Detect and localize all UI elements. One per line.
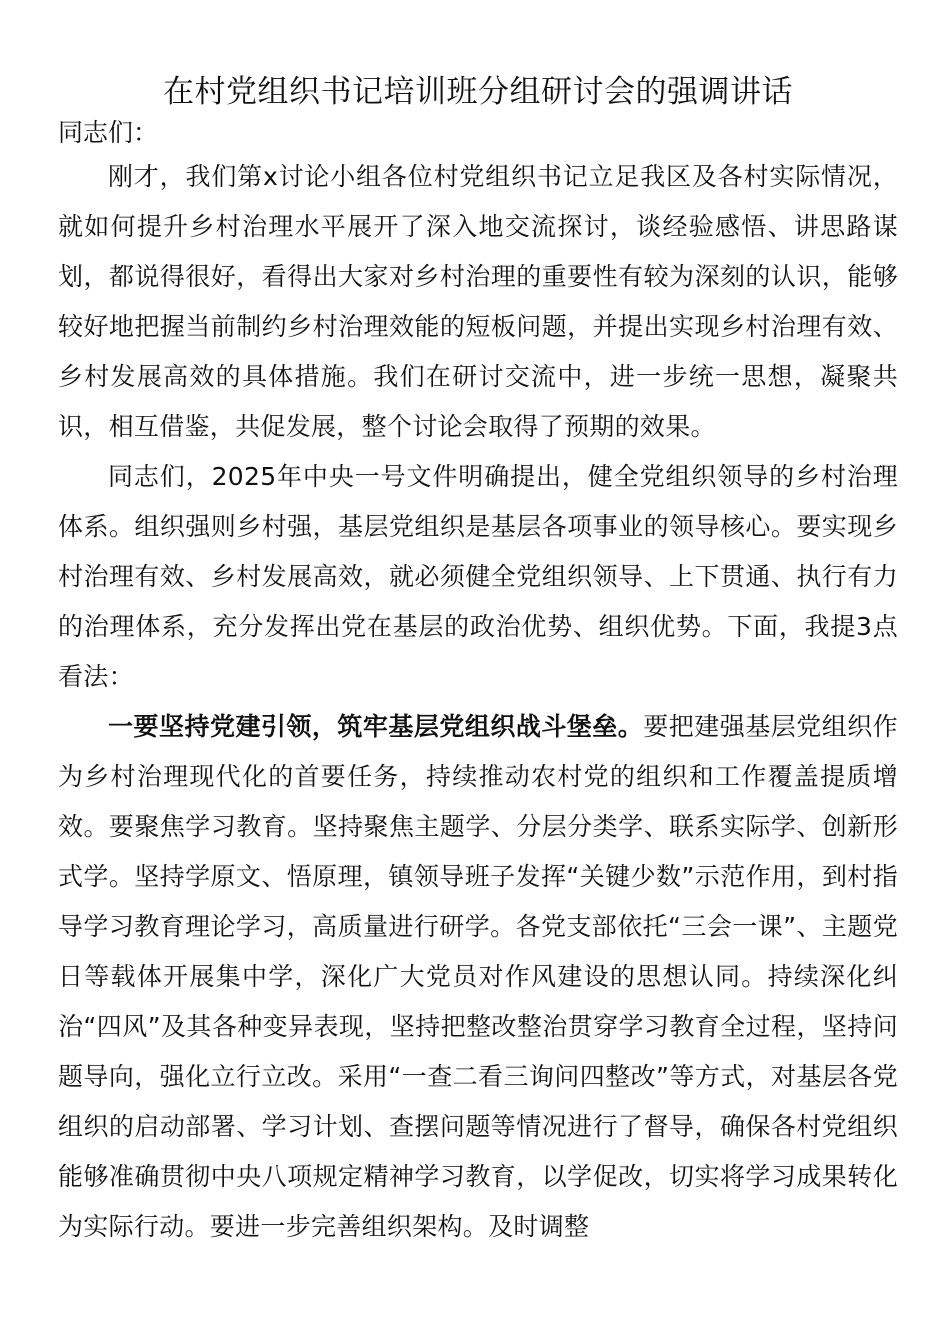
- greeting: 同志们：: [58, 118, 159, 147]
- point-one-heading: 一要坚持党建引领，筑牢基层党组织战斗堡垒。: [108, 712, 644, 741]
- document-title: 在村党组织书记培训班分组研讨会的强调讲话: [163, 74, 793, 110]
- point-one-body: 要把建强基层党组织作为乡村治理现代化的首要任务，持续推动农村党的组织和工作覆盖提质增效。要聚焦学习教育。坚持聚焦主题学、分层分类学、联系实际学、创新形式学。坚持学原文、悟原理，镇领导班子发挥“关键少数”示范作用，到村指导学习教育理论学习，高质量进行研学。各党支部依托“三会一课”、主题党日等载体开展集中学，深化广大党员对作风建设的思想认同。持续深化纠治“四风”及其各种变异表现，坚持把整改整治贯穿学习教育全过程，坚持问题导向，强化立行立改。采用“一查二看三询问四整改”等方式，对基层各党组织的启动部署、学习计划、查摆问题等情况进行了督导，确保各村党组织能够准确贯彻中央八项规定精神学习教育，以学促改，切实将学习成果转化为实际行动。要进一步完善组织架构。及时调整: [58, 712, 898, 1241]
- document-page: [58, 0, 898, 1252]
- paragraph-context: 同志们，2025年中央一号文件明确提出，健全党组织领导的乡村治理体系。组织强则乡村强，基层党组织是基层各项事业的领导核心。要实现乡村治理有效、乡村发展高效，就必须健全党组织领导、上下贯通、执行有力的治理体系，充分发挥出党在基层的政治优势、组织优势。下面，我提3点看法：: [58, 462, 898, 691]
- paragraph-point-one: [58, 702, 898, 1252]
- paragraph-opening: 刚才，我们第x讨论小组各位村党组织书记立足我区及各村实际情况，就如何提升乡村治理水平展开了深入地交流探讨，谈经验感悟、讲思路谋划，都说得很好，看得出大家对乡村治理的重要性有较为深刻的认识，能够较好地把握当前制约乡村治理效能的短板问题，并提出实现乡村治理有效、乡村发展高效的具体措施。我们在研讨交流中，进一步统一思想，凝聚共识，相互借鉴，共促发展，整个讨论会取得了预期的效果。: [58, 162, 898, 441]
